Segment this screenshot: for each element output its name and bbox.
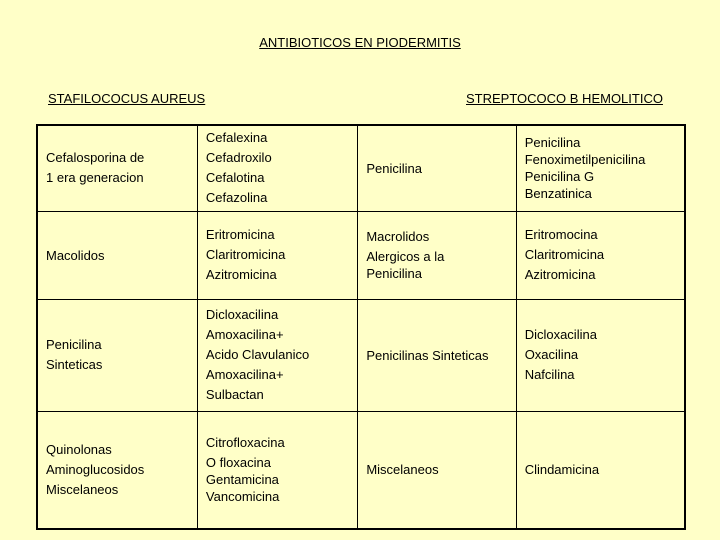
page-title: ANTIBIOTICOS EN PIODERMITIS [259, 35, 461, 50]
cell-line: Vancomicina [205, 489, 280, 505]
cell-line: Aminoglucosidos [46, 461, 145, 477]
cell-line: O floxacina [205, 455, 271, 471]
cell-line: Quinolonas [46, 441, 112, 457]
table-cell [37, 125, 197, 211]
table-cell [37, 211, 197, 299]
cell-line: Oxacilina [524, 347, 579, 362]
table-cell [37, 411, 197, 529]
table-row [37, 299, 685, 411]
table-cell [197, 125, 357, 211]
table-cell [358, 125, 516, 211]
cell-line: Penicilinas Sinteticas [366, 347, 489, 363]
cell-line: Penicilina [366, 160, 422, 176]
cell-line: Cefalexina [205, 130, 268, 146]
cell-line: Eritromicina [205, 227, 275, 242]
cell-line: Miscelaneos [46, 481, 119, 497]
cell-line: Penicilina [524, 135, 581, 151]
cell-line: Azitromicina [205, 267, 277, 282]
table-cell [197, 211, 357, 299]
cell-line: Azitromicina [524, 267, 596, 282]
cell-line: 1 era generacion [46, 170, 144, 186]
table-cell [197, 411, 357, 529]
cell-line: Amoxacilina+ [205, 367, 284, 382]
table-cell [197, 299, 357, 411]
cell-line: Macolidos [46, 247, 105, 263]
cell-line: Claritromicina [524, 247, 605, 262]
cell-line: Cefalotina [205, 170, 265, 186]
cell-line: Eritromocina [524, 227, 598, 242]
cell-line: Cefazolina [205, 190, 268, 206]
cell-line: Benzatinica [524, 186, 592, 202]
table-cell [516, 211, 685, 299]
table-row [37, 411, 685, 529]
cell-line: Dicloxacilina [205, 307, 279, 322]
cell-line: Sulbactan [205, 387, 264, 402]
table-row [37, 125, 685, 211]
cell-line: Gentamicina [205, 472, 279, 488]
cell-line: Cefadroxilo [205, 150, 272, 166]
table-cell [358, 411, 516, 529]
cell-line: Miscelaneos [366, 462, 439, 478]
table-cell [516, 299, 685, 411]
cell-line: Penicilina [46, 337, 102, 352]
cell-line: Macrolidos [366, 229, 430, 244]
cell-line: Sinteticas [46, 357, 103, 372]
cell-line: Cefalosporina de [46, 150, 145, 166]
table-cell [358, 211, 516, 299]
cell-line: Dicloxacilina [524, 327, 597, 342]
table-row [37, 211, 685, 299]
table-cell [358, 299, 516, 411]
antibiotics-table [36, 124, 686, 530]
table-cell [516, 411, 685, 529]
cell-line: Nafcilina [524, 367, 575, 382]
cell-line: Penicilina [366, 266, 422, 281]
table-cell [37, 299, 197, 411]
header-staphylococcus: STAFILOCOCUS AUREUS [48, 91, 206, 106]
cell-line: Penicilina G [524, 169, 595, 185]
table-cell [516, 125, 685, 211]
cell-line: Clindamicina [524, 462, 600, 478]
header-streptococcus: STREPTOCOCO B HEMOLITICO [466, 91, 663, 106]
cell-line: Amoxacilina+ [205, 327, 284, 342]
cell-line: Fenoximetilpenicilina [524, 152, 646, 168]
cell-line: Claritromicina [205, 247, 286, 262]
cell-line: Acido Clavulanico [205, 347, 310, 362]
cell-line: Alergicos a la [366, 249, 445, 264]
cell-line: Citrofloxacina [205, 435, 285, 451]
